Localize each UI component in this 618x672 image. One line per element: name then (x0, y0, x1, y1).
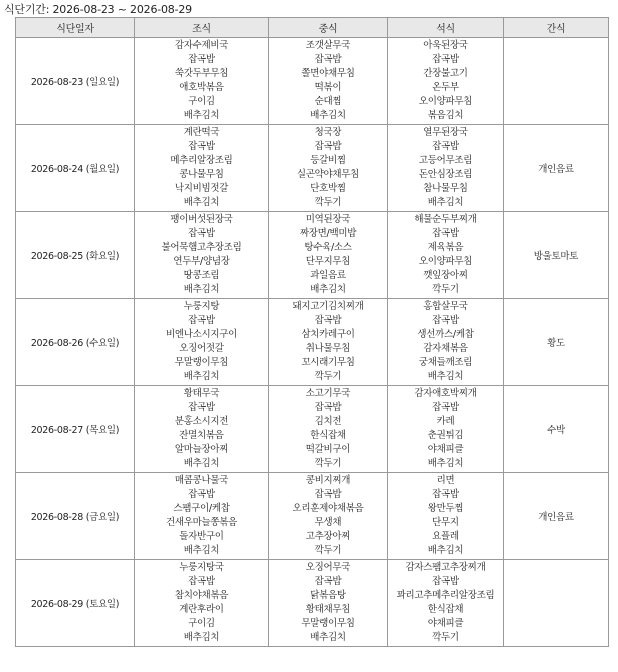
lunch-item: 탕수육/소스 (304, 242, 352, 253)
dinner-item: 제육볶음 (427, 242, 464, 253)
dinner-item: 잡곡밥 (432, 576, 459, 587)
breakfast-item: 알마늘장아찌 (174, 444, 229, 455)
dinner-item: 요플레 (432, 531, 459, 542)
lunch-item: 황태채무침 (305, 604, 351, 615)
breakfast-item: 돌자반구이 (179, 531, 224, 542)
lunch-item: 고추장아찌 (305, 531, 351, 542)
lunch-item: 한식잡채 (310, 430, 346, 441)
snack-cell: 개인음료 (504, 125, 609, 212)
lunch-cell (269, 212, 388, 299)
lunch-item: 잡곡밥 (314, 489, 342, 500)
table-row (16, 560, 609, 647)
table-row (16, 386, 609, 473)
lunch-cell (269, 560, 388, 647)
dinner-item: 잡곡밥 (432, 141, 459, 152)
dinner-item: 궁채들깨조림 (418, 357, 473, 368)
dinner-item: 배추김치 (427, 458, 464, 469)
dinner-item: 돈안심장조림 (418, 169, 473, 180)
dinner-item: 열무된장국 (423, 127, 468, 138)
breakfast-item: 메추리알장조림 (170, 155, 233, 166)
breakfast-cell (135, 212, 269, 299)
breakfast-item: 잡곡밥 (188, 54, 215, 65)
breakfast-cell (135, 38, 269, 125)
dinner-cell (388, 212, 504, 299)
lunch-cell (269, 473, 388, 560)
lunch-item: 깍두기 (314, 458, 342, 469)
breakfast-item: 땅콩조림 (183, 270, 220, 281)
lunch-item: 청국장 (314, 127, 342, 138)
breakfast-item: 누룽지탕국 (179, 562, 224, 573)
dinner-item: 해물순두부찌개 (414, 214, 477, 225)
header-dinner: 석식 (388, 18, 504, 38)
dinner-item: 잡곡밥 (432, 54, 459, 65)
lunch-item: 단무지무침 (305, 256, 351, 267)
dinner-item: 참나물무침 (423, 183, 468, 194)
breakfast-item: 감자수제비국 (174, 40, 229, 51)
lunch-item: 오리훈제야채볶음 (292, 503, 364, 514)
breakfast-item: 계란후라이 (179, 604, 224, 615)
breakfast-item: 낙지비빔젓갈 (174, 183, 229, 194)
header-row (16, 18, 609, 38)
lunch-item: 소고기무국 (305, 388, 351, 399)
dinner-item: 감자애호박찌개 (414, 388, 477, 399)
lunch-item: 잡곡밥 (314, 402, 342, 413)
breakfast-item: 배추김치 (183, 632, 220, 643)
breakfast-item: 잔멸치볶음 (179, 430, 224, 441)
lunch-item: 무생채 (314, 517, 342, 528)
breakfast-cell (135, 299, 269, 386)
dinner-cell (388, 473, 504, 560)
dinner-item: 아욱된장국 (423, 40, 468, 51)
header-snack: 간식 (504, 18, 609, 38)
header-breakfast: 조식 (135, 18, 269, 38)
dinner-item: 왕만두찜 (427, 503, 464, 514)
breakfast-item: 애호박볶음 (179, 82, 224, 93)
menu-date: 2026-08-24 (월요일) (16, 125, 135, 212)
dinner-cell (388, 125, 504, 212)
breakfast-item: 오징어젓갈 (179, 343, 224, 354)
breakfast-item: 쑥갓두부무침 (174, 68, 229, 79)
breakfast-item: 잡곡밥 (188, 141, 215, 152)
breakfast-item: 계란떡국 (183, 127, 220, 138)
breakfast-item: 구이김 (188, 96, 215, 107)
lunch-item: 쫄면야채무침 (301, 68, 355, 79)
breakfast-item: 매콤콩나물국 (174, 475, 229, 486)
lunch-item: 단호박찜 (310, 183, 346, 194)
lunch-item: 잡곡밥 (314, 141, 342, 152)
dinner-item: 배추김치 (427, 545, 464, 556)
snack-cell: 개인음료 (504, 473, 609, 560)
breakfast-item: 연두부/양념장 (173, 256, 230, 267)
breakfast-item: 잡곡밥 (188, 576, 215, 587)
dinner-item: 깍두기 (432, 284, 459, 295)
lunch-item: 짜장면/백미밥 (299, 228, 357, 239)
table-row (16, 212, 609, 299)
dinner-item: 홍합살무국 (423, 301, 468, 312)
lunch-item: 무말랭이무침 (301, 618, 355, 629)
dinner-cell (388, 299, 504, 386)
breakfast-cell (135, 125, 269, 212)
table-row (16, 125, 609, 212)
breakfast-item: 배추김치 (183, 110, 220, 121)
breakfast-item: 구이김 (188, 618, 215, 629)
breakfast-item: 잡곡밥 (188, 315, 215, 326)
lunch-item: 떡갈비구이 (305, 444, 351, 455)
dinner-item: 감자스팸고추장찌개 (405, 562, 486, 573)
dinner-item: 볶음김치 (427, 110, 464, 121)
lunch-item: 깍두기 (314, 545, 342, 556)
breakfast-item: 콩나물무침 (179, 169, 224, 180)
menu-date: 2026-08-25 (화요일) (16, 212, 135, 299)
header-lunch: 중식 (269, 18, 388, 38)
menu-date: 2026-08-27 (목요일) (16, 386, 135, 473)
table-row (16, 299, 609, 386)
dinner-item: 리면 (436, 475, 455, 486)
table-row (16, 38, 609, 125)
breakfast-item: 배추김치 (183, 284, 220, 295)
dinner-item: 배추김치 (427, 197, 464, 208)
dinner-item: 깍두기 (432, 632, 459, 643)
lunch-cell (269, 299, 388, 386)
breakfast-item: 분홍소시지전 (174, 416, 229, 427)
lunch-item: 미역된장국 (305, 214, 351, 225)
dinner-item: 온두부 (432, 82, 459, 93)
lunch-item: 깍두기 (314, 371, 342, 382)
snack-cell: 황도 (504, 299, 609, 386)
dinner-item: 깻잎장아찌 (423, 270, 468, 281)
lunch-item: 떡볶이 (314, 82, 342, 93)
lunch-item: 배추김치 (310, 632, 346, 643)
breakfast-item: 스팸구이/케찹 (173, 503, 230, 514)
breakfast-item: 팽이버섯된장국 (170, 214, 233, 225)
dinner-item: 한식잡채 (427, 604, 464, 615)
dinner-item: 생선까스/케찹 (417, 329, 474, 340)
lunch-item: 돼지고기김치찌개 (292, 301, 364, 312)
lunch-item: 닭볶음탕 (310, 590, 346, 601)
menu-period: 식단기간: 2026-08-23 ~ 2026-08-29 (4, 3, 192, 16)
breakfast-item: 배추김치 (183, 458, 220, 469)
dinner-item: 꽈리고추메추리알장조림 (396, 590, 495, 601)
breakfast-item: 잡곡밥 (188, 228, 215, 239)
lunch-cell (269, 38, 388, 125)
dinner-item: 잡곡밥 (432, 315, 459, 326)
dinner-item: 오이양파무침 (418, 96, 473, 107)
snack-cell (504, 38, 609, 125)
dinner-item: 잡곡밥 (432, 228, 459, 239)
dinner-item: 오이양파무침 (418, 256, 473, 267)
lunch-cell (269, 386, 388, 473)
dinner-item: 고등어무조림 (418, 155, 473, 166)
menu-date: 2026-08-28 (금요일) (16, 473, 135, 560)
snack-cell: 수박 (504, 386, 609, 473)
breakfast-item: 잡곡밥 (188, 402, 215, 413)
lunch-item: 삼치카레구이 (301, 329, 355, 340)
dinner-item: 감자채볶음 (423, 343, 468, 354)
breakfast-item: 비엔나소시지구이 (165, 329, 238, 340)
breakfast-item: 무말랭이무침 (174, 357, 229, 368)
header-date: 식단일자 (16, 18, 135, 38)
breakfast-item: 불어묵햄고추장조림 (161, 242, 242, 253)
breakfast-item: 참치야채볶음 (174, 590, 229, 601)
weekly-menu-table (15, 17, 609, 647)
menu-date: 2026-08-23 (일요일) (16, 38, 135, 125)
dinner-item: 카레 (436, 416, 455, 427)
breakfast-item: 잡곡밥 (188, 489, 215, 500)
dinner-cell (388, 560, 504, 647)
lunch-cell (269, 125, 388, 212)
dinner-item: 간장불고기 (423, 68, 468, 79)
snack-cell: 방울토마토 (504, 212, 609, 299)
lunch-item: 등갈비찜 (310, 155, 346, 166)
lunch-item: 배추김치 (310, 110, 346, 121)
menu-date: 2026-08-29 (토요일) (16, 560, 135, 647)
lunch-item: 꼬시래기무침 (301, 357, 355, 368)
lunch-item: 깍두기 (314, 197, 342, 208)
lunch-item: 취나물무침 (305, 343, 351, 354)
lunch-item: 조갯살무국 (305, 40, 351, 51)
breakfast-item: 건새우마늘쫑볶음 (165, 517, 238, 528)
lunch-item: 배추김치 (310, 284, 346, 295)
dinner-cell (388, 386, 504, 473)
lunch-item: 콩비지찌개 (305, 475, 351, 486)
breakfast-item: 배추김치 (183, 545, 220, 556)
dinner-item: 배추김치 (427, 371, 464, 382)
breakfast-cell (135, 560, 269, 647)
lunch-item: 잡곡밥 (314, 315, 342, 326)
dinner-item: 야채피클 (427, 618, 464, 629)
breakfast-cell (135, 386, 269, 473)
lunch-item: 실곤약야채무침 (296, 169, 360, 180)
lunch-item: 김치전 (314, 416, 342, 427)
dinner-item: 야채피클 (427, 444, 464, 455)
breakfast-cell (135, 473, 269, 560)
dinner-item: 잡곡밥 (432, 402, 459, 413)
lunch-item: 잡곡밥 (314, 54, 342, 65)
menu-date: 2026-08-26 (수요일) (16, 299, 135, 386)
lunch-item: 순대찜 (314, 96, 342, 107)
breakfast-item: 누룽지탕 (183, 301, 220, 312)
dinner-item: 춘권튀김 (427, 430, 464, 441)
dinner-cell (388, 38, 504, 125)
breakfast-item: 배추김치 (183, 197, 220, 208)
breakfast-item: 황태무국 (183, 388, 220, 399)
breakfast-item: 배추김치 (183, 371, 220, 382)
dinner-item: 잡곡밥 (432, 489, 459, 500)
snack-cell (504, 560, 609, 647)
lunch-item: 오징어무국 (305, 562, 351, 573)
lunch-item: 잡곡밥 (314, 576, 342, 587)
table-row (16, 473, 609, 560)
dinner-item: 단무지 (432, 517, 459, 528)
lunch-item: 과일음료 (310, 270, 346, 281)
